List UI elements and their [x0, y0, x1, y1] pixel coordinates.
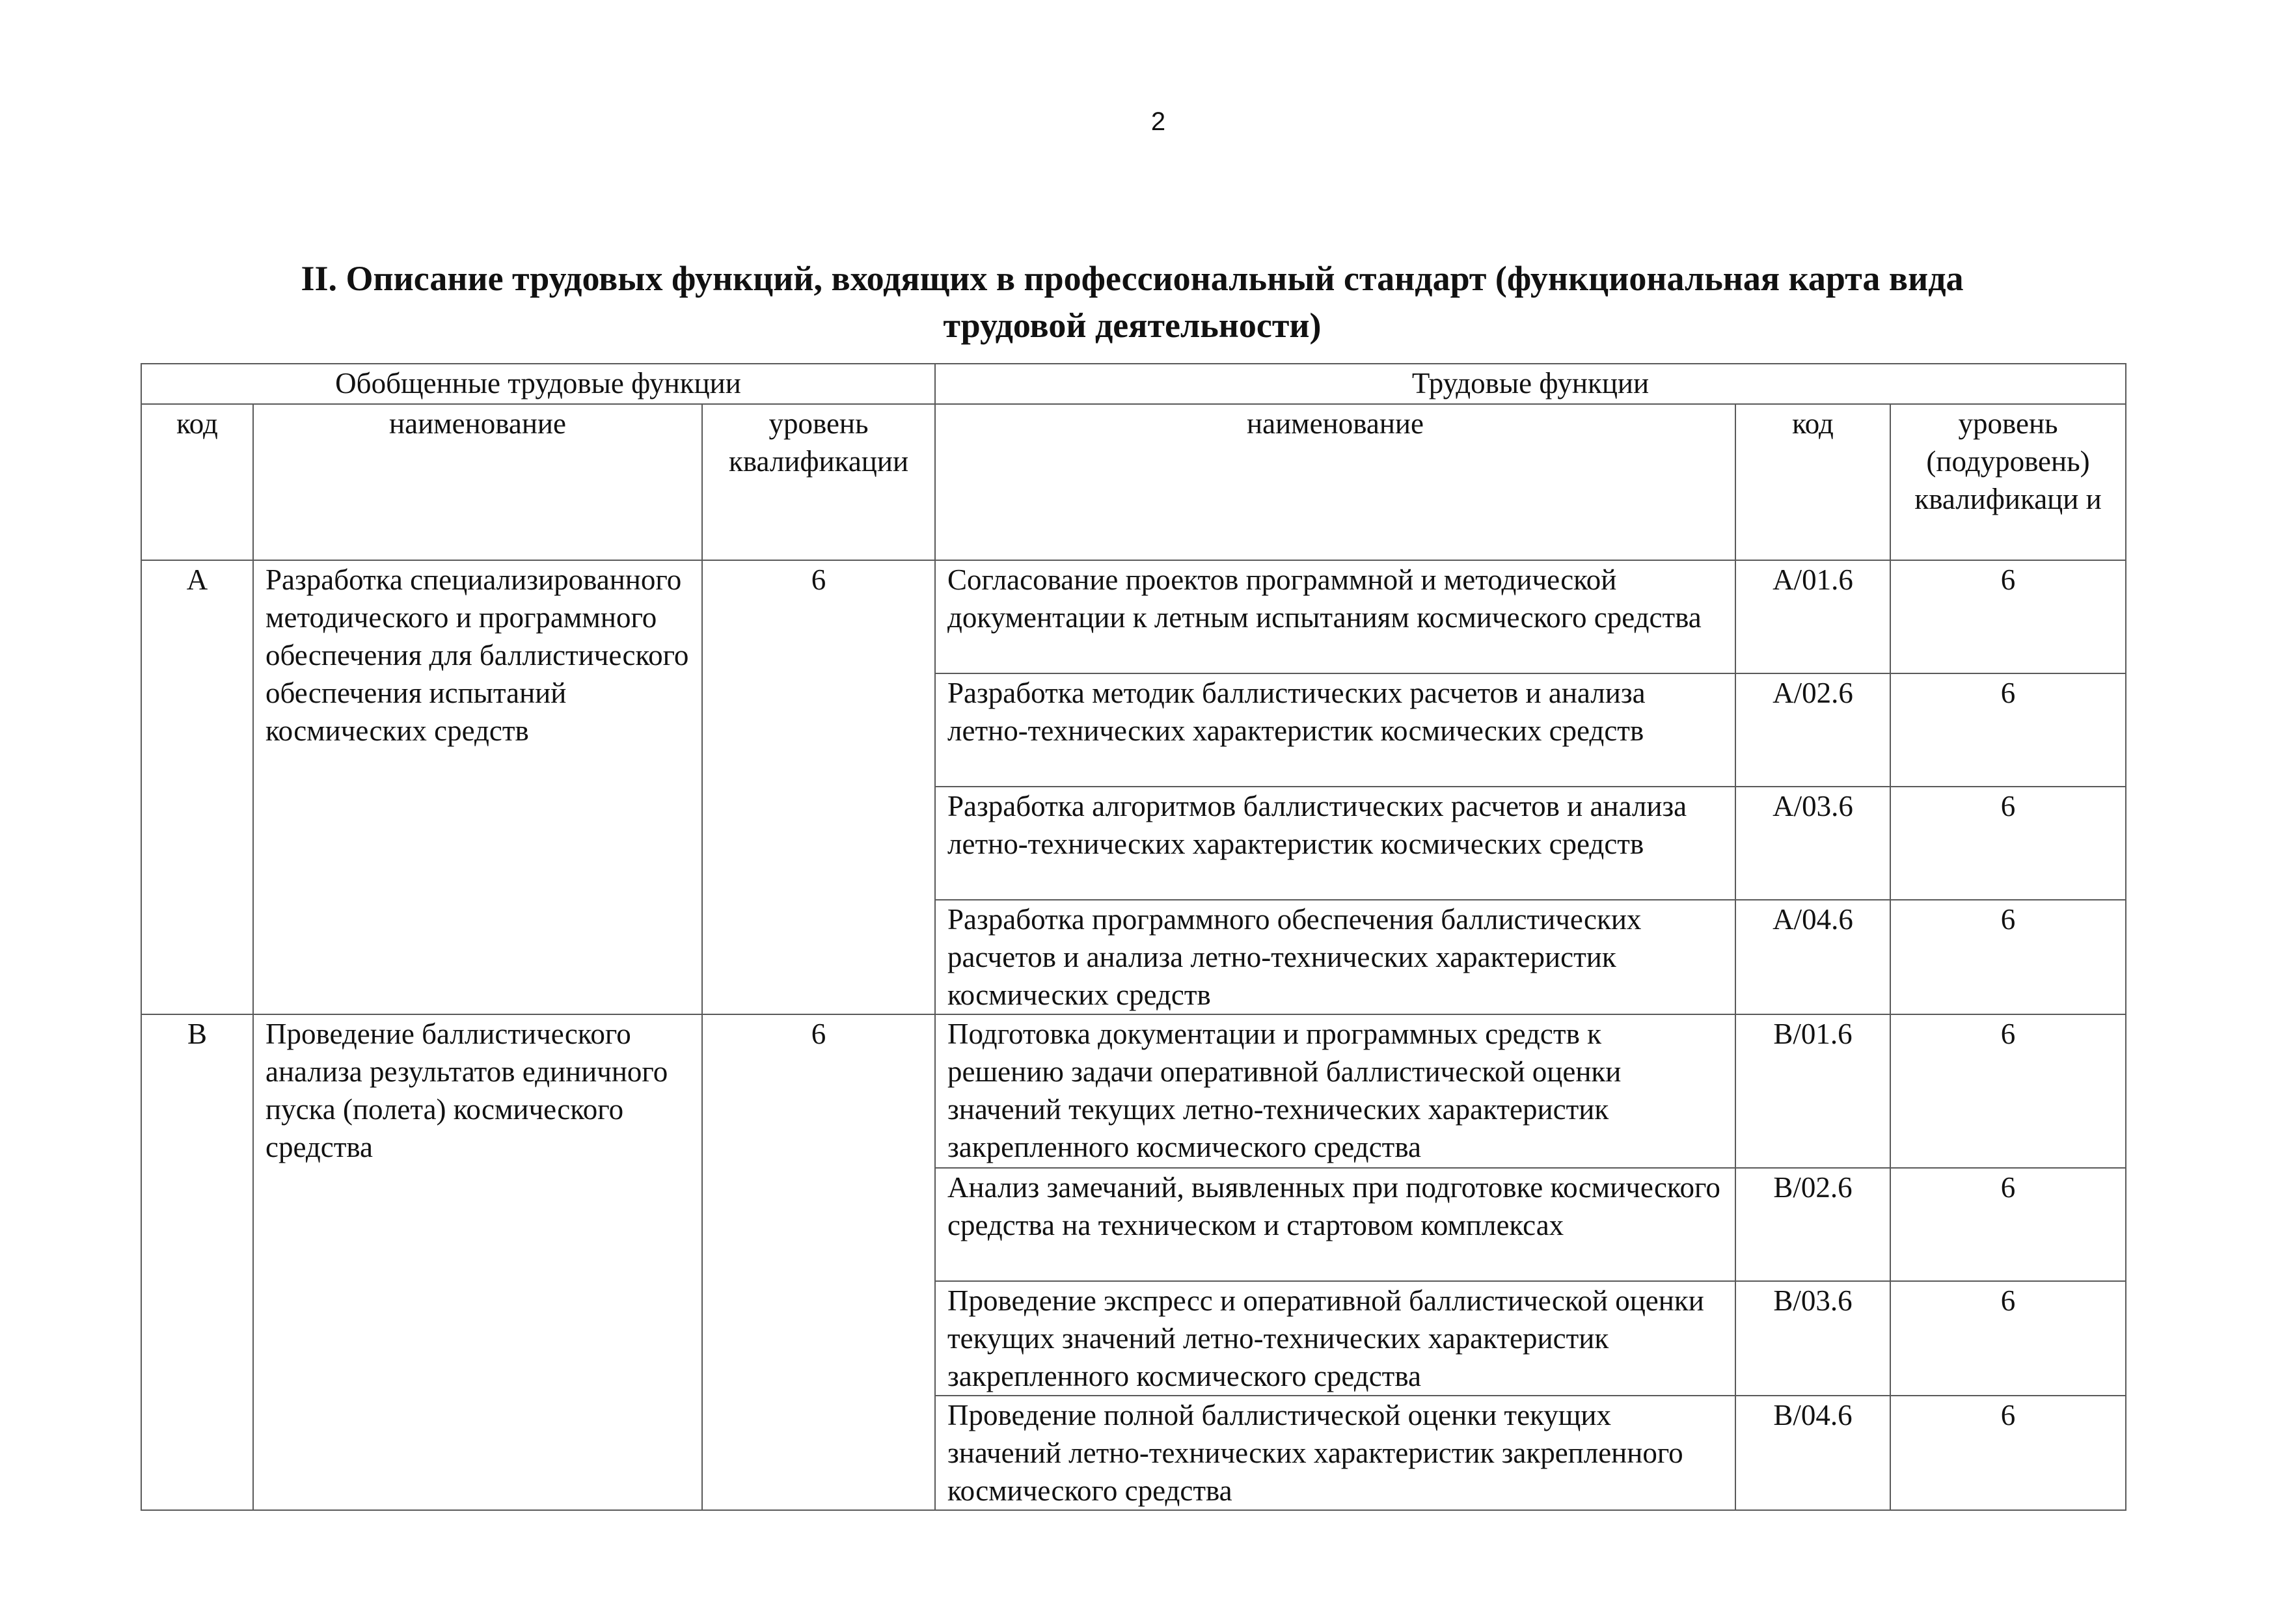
- function-code: А/03.6: [1735, 787, 1890, 900]
- section-title-line-1: II. Описание трудовых функций, входящих в профессиональный стандарт (функциональная карта вида: [301, 259, 1964, 298]
- col-header-gen-name: наименование: [253, 404, 702, 560]
- function-code: А/02.6: [1735, 673, 1890, 787]
- col-header-fn-level: уровень (подуровень) квалификаци и: [1890, 404, 2126, 560]
- function-name: Разработка алгоритмов баллистических расчетов и анализа летно-технических характеристик космических средств: [935, 787, 1735, 900]
- function-code: А/04.6: [1735, 900, 1890, 1014]
- labor-functions-header: Трудовые функции: [935, 364, 2126, 404]
- page-number: 2: [1150, 107, 1166, 136]
- functional-map-table: [141, 363, 2126, 1511]
- group-code: А: [141, 560, 253, 1014]
- function-name: Проведение полной баллистической оценки текущих значений летно-технических характеристик закрепленного космического средства: [935, 1396, 1735, 1510]
- function-code: В/04.6: [1735, 1396, 1890, 1510]
- table-column-header-row: [141, 404, 2126, 560]
- col-header-gen-level: уровень квалификации: [702, 404, 935, 560]
- table-row: [141, 1014, 2126, 1168]
- function-code: В/03.6: [1735, 1281, 1890, 1396]
- function-code: В/01.6: [1735, 1014, 1890, 1168]
- function-name: Согласование проектов программной и методической документации к летным испытаниям космического средства: [935, 560, 1735, 673]
- group-level: 6: [702, 1014, 935, 1510]
- function-level: 6: [1890, 560, 2126, 673]
- function-name: Проведение экспресс и оперативной баллистической оценки текущих значений летно-технических характеристик закрепленного космического средства: [935, 1281, 1735, 1396]
- table-group-header-row: [141, 364, 2126, 404]
- group-name: Проведение баллистического анализа результатов единичного пуска (полета) космического средства: [253, 1014, 702, 1510]
- section-title: [156, 255, 2108, 349]
- section-title-line-2: трудовой деятельности): [943, 306, 1322, 345]
- col-header-gen-code: код: [141, 404, 253, 560]
- function-level: 6: [1890, 673, 2126, 787]
- function-level: 6: [1890, 1014, 2126, 1168]
- col-header-fn-name: наименование: [935, 404, 1735, 560]
- function-level: 6: [1890, 1168, 2126, 1281]
- function-level: 6: [1890, 787, 2126, 900]
- function-name: Подготовка документации и программных средств к решению задачи оперативной баллистической оценки значений текущих летно-технических характеристик закрепленного космического средства: [935, 1014, 1735, 1168]
- group-code: В: [141, 1014, 253, 1510]
- col-header-fn-code: код: [1735, 404, 1890, 560]
- function-name: Разработка методик баллистических расчетов и анализа летно-технических характеристик космических средств: [935, 673, 1735, 787]
- table-row: [141, 560, 2126, 673]
- group-level: 6: [702, 560, 935, 1014]
- function-level: 6: [1890, 1281, 2126, 1396]
- group-name: Разработка специализированного методического и программного обеспечения для баллистического обеспечения испытаний космических средств: [253, 560, 702, 1014]
- function-name: Разработка программного обеспечения баллистических расчетов и анализа летно-технических характеристик космических средств: [935, 900, 1735, 1014]
- function-level: 6: [1890, 900, 2126, 1014]
- function-code: В/02.6: [1735, 1168, 1890, 1281]
- generalized-functions-header: Обобщенные трудовые функции: [141, 364, 935, 404]
- function-level: 6: [1890, 1396, 2126, 1510]
- function-code: А/01.6: [1735, 560, 1890, 673]
- function-name: Анализ замечаний, выявленных при подготовке космического средства на техническом и стартовом комплексах: [935, 1168, 1735, 1281]
